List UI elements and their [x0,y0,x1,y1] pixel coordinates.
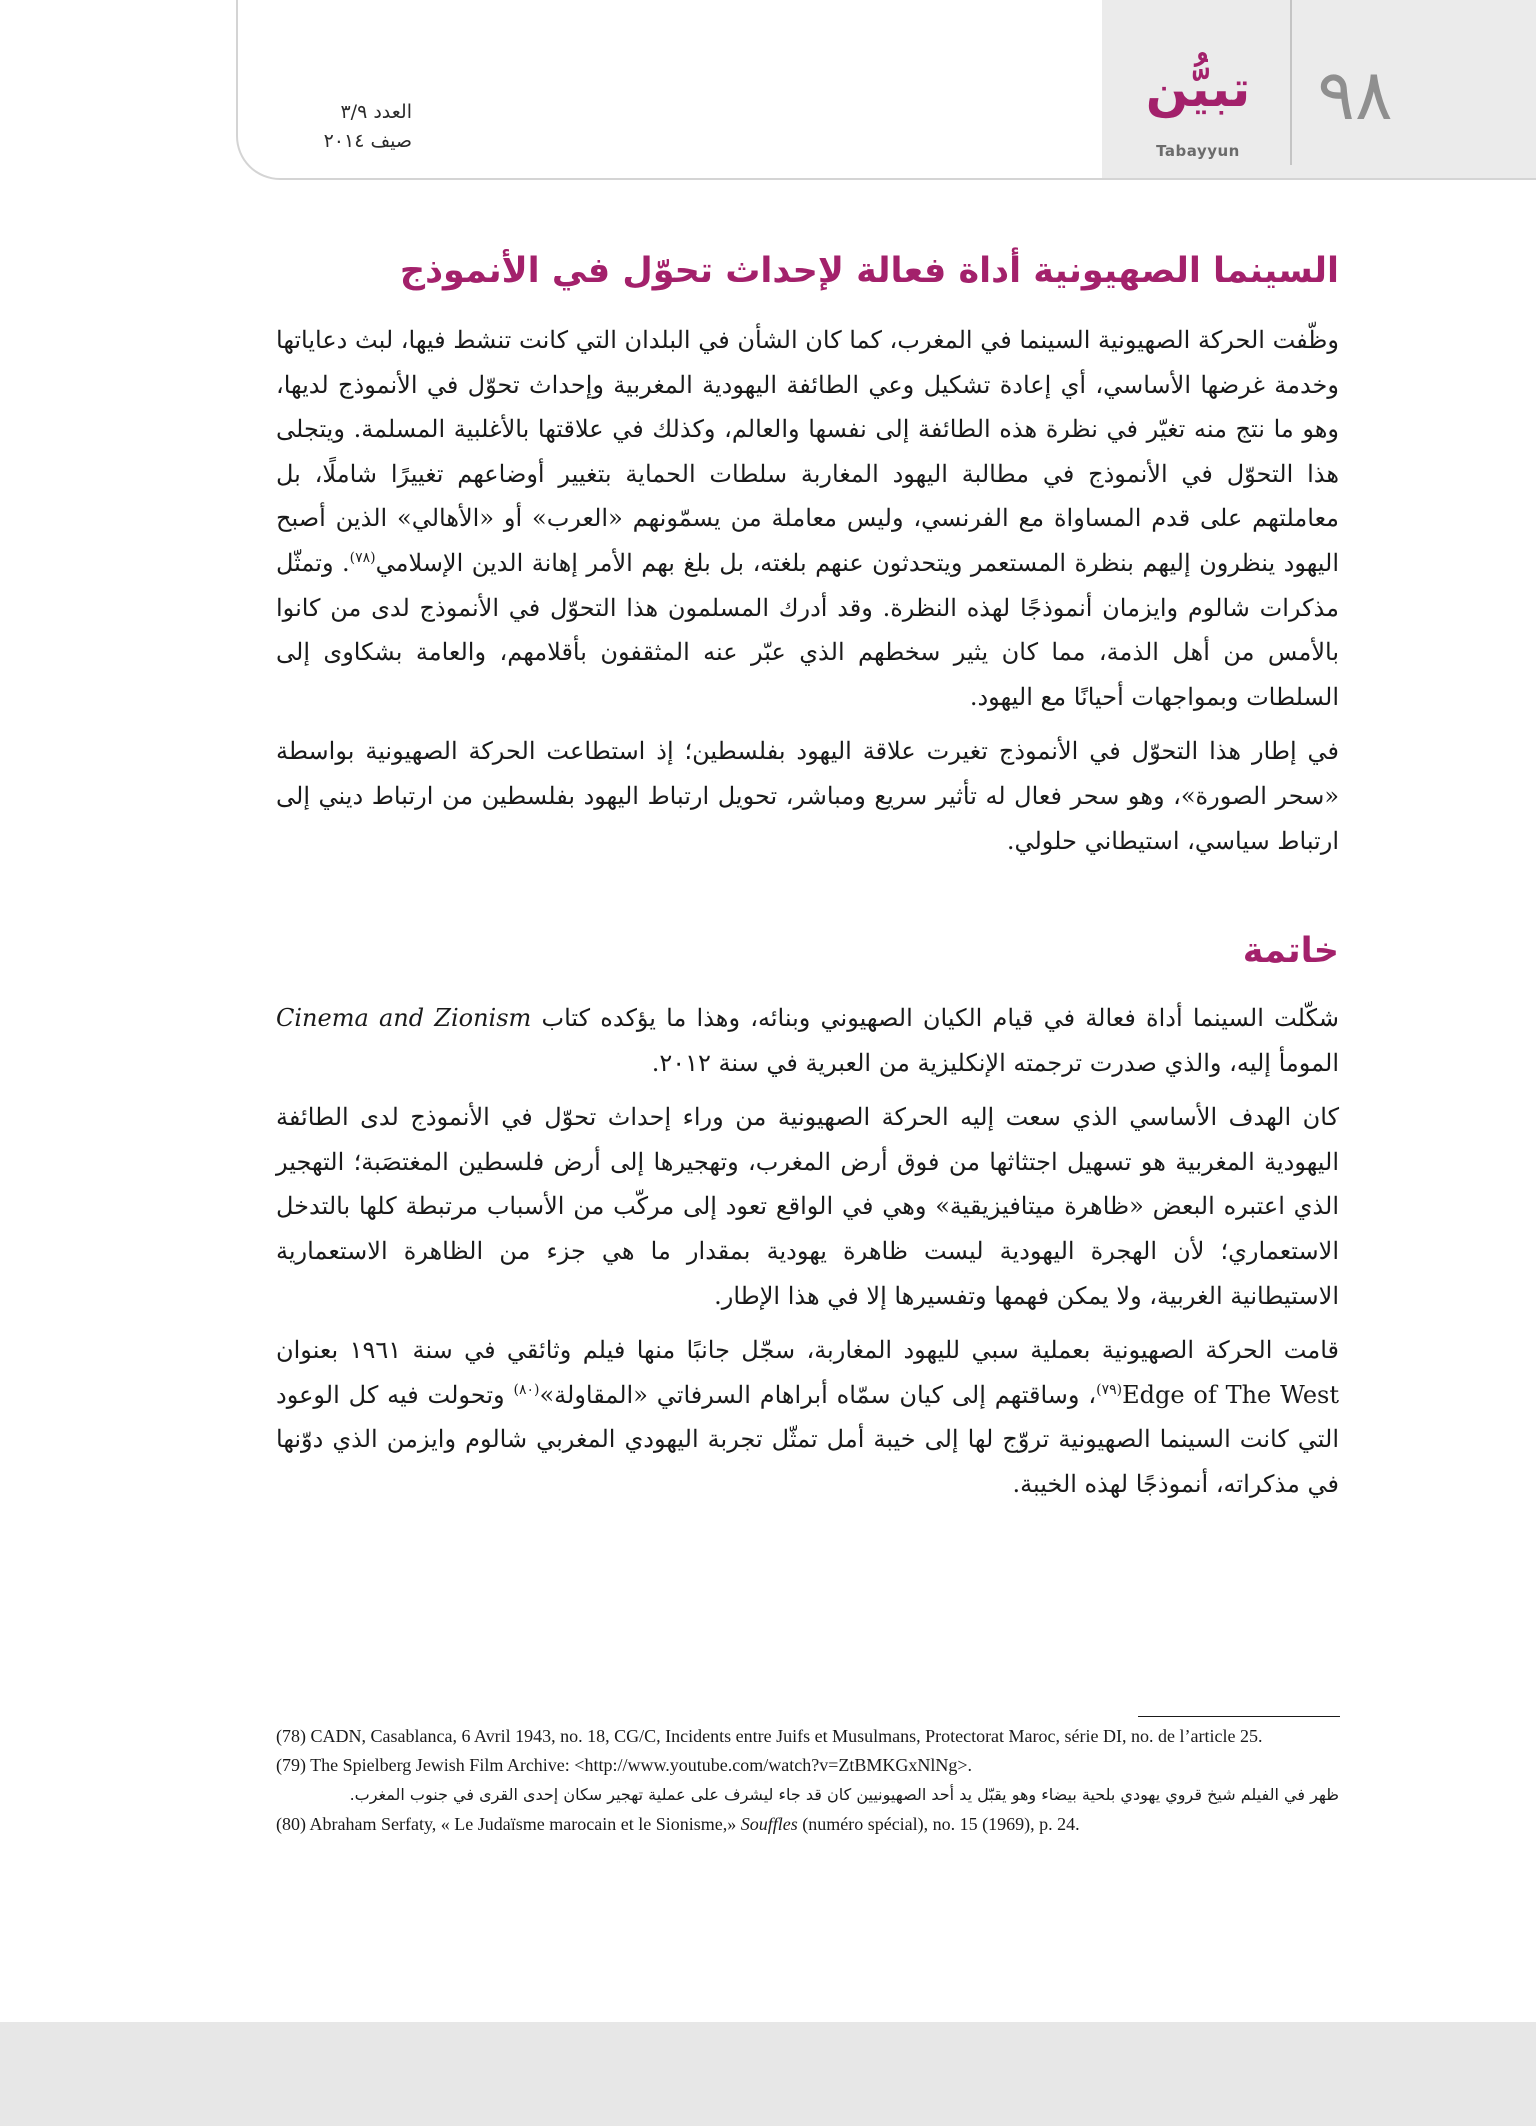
text: ، وساقتهم إلى كيان سمّاه أبراهام السرفاتي «المقاولة» [539,1380,1097,1409]
text: وتحولت فيه كل الوعود التي كانت السينما الصهيونية تروّج لها إلى خيبة أمل تمثّل تجربة اليهودي المغربي شالوم وايزمن الذي دوّنها في مذكراته، أنموذجًا لهذه الخيبة. [276,1380,1339,1498]
issue-number: العدد ٣/٩ [340,101,412,123]
footnote-ref-79[interactable]: (٧٩) [1096,1381,1123,1398]
footnote-79-arabic: ظهر في الفيلم شيخ قروي يهودي بلحية بيضاء وهو يقبّل يد أحد الصهيونيين كان قد جاء ليشرف على عملية تهجير سكان إحدى القرى في جنوب المغرب. [349,1785,1339,1804]
footnote-ref-78[interactable]: (٧٨) [349,549,376,566]
header-separator [1290,0,1292,165]
issue-season: صيف ٢٠١٤ [323,130,412,152]
logo-latin: Tabayyun [1156,142,1240,160]
footnote-78: (78) CADN, Casablanca, 6 Avril 1943, no. 18, CG/C, Incidents entre Juifs et Musulmans, Protectorat Maroc, série DI, no. de l’article 25. [276,1726,1263,1746]
section-body-cinema [276,318,1339,873]
text: شكّلت السينما أداة فعالة في قيام الكيان الصهيوني وبنائه، وهذا ما يؤكده كتاب [531,1004,1339,1032]
paragraph [276,996,1339,1085]
book-title: Cinema and Zionism [276,1004,532,1032]
film-title: Edge of The West [1122,1380,1339,1409]
footnotes [276,1725,1339,1842]
paragraph [276,1328,1339,1506]
footnote-ref-80[interactable]: (٨٠) [513,1381,540,1398]
text: (numéro spécial), no. 15 (1969), p. 24. [797,1814,1080,1834]
bottom-band [0,2022,1536,2126]
footnote-divider [1138,1716,1340,1717]
text: وظّفت الحركة الصهيونية السينما في المغرب، كما كان الشأن في البلدان التي كانت تنشط فيها، لبث دعاياتها وخدمة غرضها الأساسي، أي إعادة تشكيل وعي الطائفة اليهودية المغربية وإحداث تحوّل في الأنموذج لديها، وهو ما نتج منه تغيّر في نظرة هذه الطائفة إلى نفسها والعالم، وكذلك في علاقتها بالأغلبية المسلمة. ويتجلى هذا التحوّل في الأنموذج في مطالبة اليهود المغاربة سلطات الحماية بتغيير أوضاعهم تغييرًا شاملًا، بل معاملتهم على قدم المساواة مع الفرنسي، وليس معاملة من يسمّونهم «العرب» أو «الأهالي» الذين أصبح اليهود ينظرون إليهم بنظرة المستعمر ويتحدثون عنهم بلغته، بل بلغ بهم الأمر إهانة الدين الإسلامي [276,326,1339,577]
paragraph [276,318,1339,719]
text: (80) Abraham Serfaty, « Le Judaïsme marocain et le Sionisme,» [276,1814,741,1834]
logo-arabic: تبيُّن [1145,60,1251,118]
paragraph: في إطار هذا التحوّل في الأنموذج تغيرت علاقة اليهود بفلسطين؛ إذ استطاعت الحركة الصهيونية بواسطة «سحر الصورة»، وهو سحر فعال له تأثير سريع ومباشر، تحويل ارتباط اليهود بفلسطين من ارتباط ديني إلى ارتباط سياسي، استيطاني حلولي. [276,737,1339,855]
journal-title: Souffles [740,1814,798,1834]
footnote-80 [276,1813,1339,1836]
issue-info [262,98,412,156]
text: المومأ إليه، والذي صدرت ترجمته الإنكليزية من العبرية في سنة ٢٠١٢. [651,1048,1339,1077]
footnote-79: (79) The Spielberg Jewish Film Archive: <http://www.youtube.com/watch?v=ZtBMKGxNlNg>. [276,1755,973,1775]
text: . وتمثّل مذكرات شالوم وايزمان أنموذجًا لهذه النظرة. وقد أدرك المسلمون هذا التحوّل في الأنموذج لدى من كانوا بالأمس من أهل الذمة، مما كان يثير سخطهم الذي عبّر عنه المثقفون بأقلامهم، والعامة بشكاوى إلى السلطات وبمواجهات أحيانًا مع اليهود. [276,548,1339,711]
section-body-conclusion [276,996,1339,1517]
section-heading-conclusion: خاتمة [1242,931,1339,971]
page-number: ٩٨ [1317,54,1393,136]
section-heading-cinema: السينما الصهيونية أداة فعالة لإحداث تحوّل في الأنموذج [399,251,1339,291]
paragraph: كان الهدف الأساسي الذي سعت إليه الحركة الصهيونية من وراء إحداث تحوّل في الأنموذج لدى الطائفة اليهودية المغربية هو تسهيل اجتثاثها من فوق أرض المغرب، وتهجيرها إلى أرض فلسطين المغتصَبة؛ التهجير الذي اعتبره البعض «ظاهرة ميتافيزيقية» وهي في الواقع تعود إلى مركّب من الأسباب مرتبطة كلها بالتدخل الاستعماري؛ لأن الهجرة اليهودية ليست ظاهرة يهودية بمقدار ما هي جزء من الظاهرة الاستعمارية الاستيطانية الغربية، ولا يمكن فهمها وتفسيرها إلا في هذا الإطار. [276,1103,1339,1310]
text: قامت الحركة الصهيونية بعملية سبي لليهود المغاربة، سجّل جانبًا منها فيلم وثائقي في سنة ١٩٦١ بعنوان [276,1336,1339,1365]
journal-logo [1118,60,1278,164]
